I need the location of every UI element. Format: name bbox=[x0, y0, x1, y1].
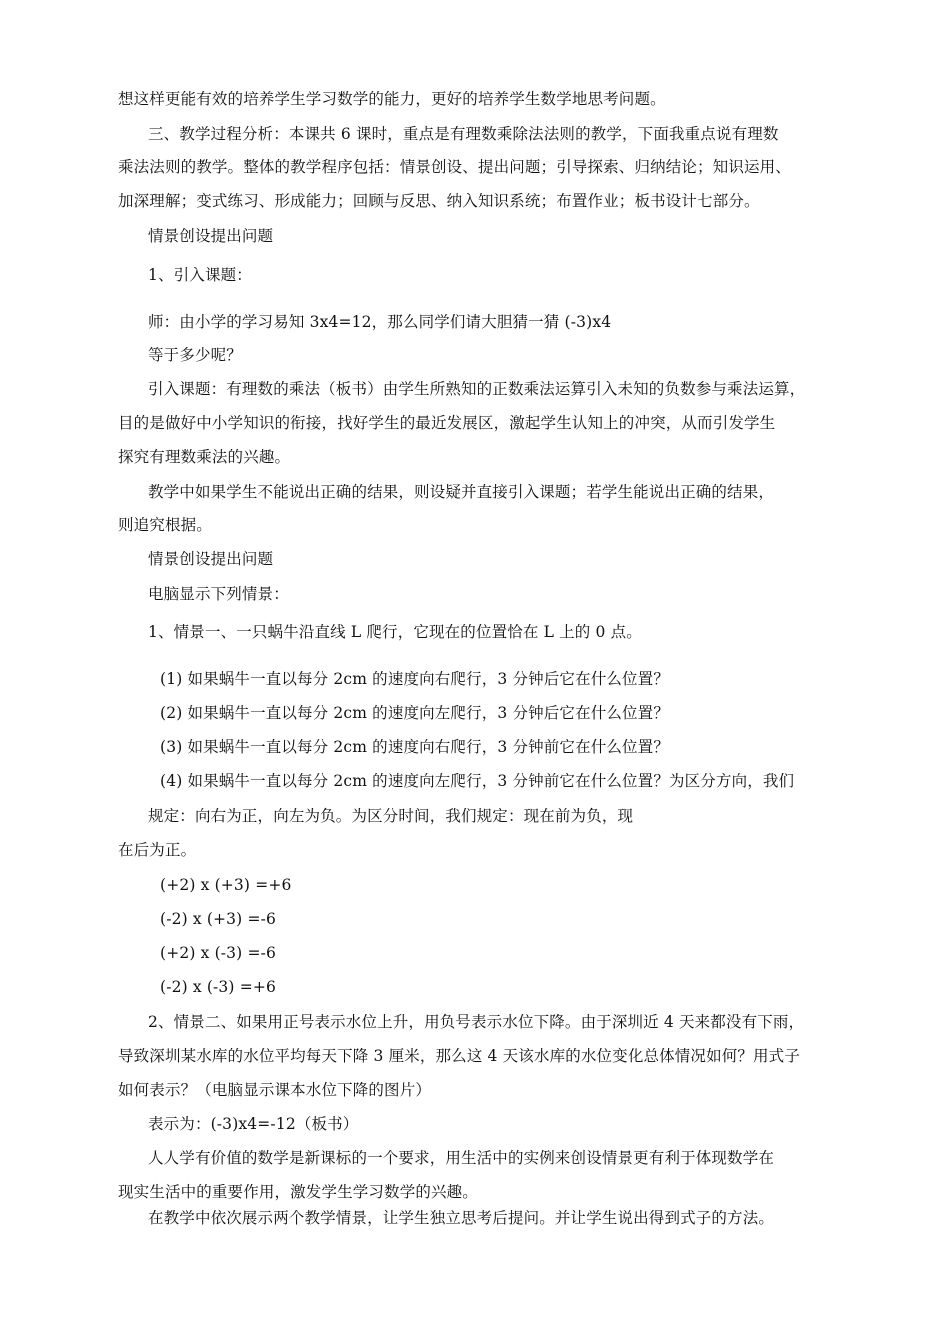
paragraph-line: 引入课题：有理数的乘法（板书）由学生所熟知的正数乘法运算引入未知的负数参与乘法运算， bbox=[148, 380, 806, 398]
paragraph-line: 乘法法则的教学。整体的教学程序包括：情景创设、提出问题；引导探索、归纳结论；知识运用、 bbox=[118, 158, 791, 176]
paragraph-line: 等于多少呢？ bbox=[148, 346, 242, 364]
paragraph-line: 想这样更能有效的培养学生学习数学的能力，更好的培养学生数学地思考问题。 bbox=[118, 90, 666, 108]
section-heading: 1、引入课题： bbox=[148, 266, 252, 284]
list-item: (2) 如果蜗牛一直以每分 2cm 的速度向左爬行，3 分钟后它在什么位置？ bbox=[160, 704, 669, 722]
paragraph-line: 2、情景二、如果用正号表示水位上升，用负号表示水位下降。由于深圳近 4 天来都没有下雨， bbox=[148, 1013, 805, 1031]
paragraph-line: 加深理解；变式练习、形成能力；回顾与反思、纳入知识系统；布置作业；板书设计七部分。 bbox=[118, 192, 760, 210]
list-item: (1) 如果蜗牛一直以每分 2cm 的速度向右爬行，3 分钟后它在什么位置？ bbox=[160, 670, 669, 688]
paragraph-line: 探究有理数乘法的兴趣。 bbox=[118, 448, 291, 466]
paragraph-line: 三、教学过程分析：本课共 6 课时，重点是有理数乘除法法则的教学，下面我重点说有理数 bbox=[148, 125, 779, 143]
paragraph-line: 规定：向右为正，向左为负。为区分时间，我们规定：现在前为负，现 bbox=[148, 807, 634, 825]
paragraph-line: 电脑显示下列情景： bbox=[148, 585, 289, 603]
equation-line: (-2) x (-3) =+6 bbox=[160, 978, 276, 996]
list-item: (3) 如果蜗牛一直以每分 2cm 的速度向右爬行，3 分钟前它在什么位置？ bbox=[160, 738, 669, 756]
paragraph-line: 则追究根据。 bbox=[118, 516, 212, 534]
paragraph-line: 在后为正。 bbox=[118, 841, 197, 859]
paragraph-line: 导致深圳某水库的水位平均每天下降 3 厘米，那么这 4 天该水库的水位变化总体情况如何？用式子 bbox=[118, 1047, 800, 1065]
equation-line: (+2) x (-3) =-6 bbox=[160, 944, 276, 962]
paragraph-line: 师：由小学的学习易知 3x4=12，那么同学们请大胆猜一猜 (-3)x4 bbox=[148, 313, 612, 331]
list-item: (4) 如果蜗牛一直以每分 2cm 的速度向左爬行，3 分钟前它在什么位置？为区分方向，我们 bbox=[160, 772, 795, 790]
equation-line: (+2) x (+3) =+6 bbox=[160, 876, 292, 894]
paragraph-line: 如何表示？（电脑显示课本水位下降的图片） bbox=[118, 1081, 432, 1099]
paragraph-line: 表示为：(-3)x4=-12（板书） bbox=[148, 1115, 359, 1133]
paragraph-line: 教学中如果学生不能说出正确的结果，则设疑并直接引入课题；若学生能说出正确的结果， bbox=[148, 483, 775, 501]
paragraph-line: 人人学有价值的数学是新课标的一个要求，用生活中的实例来创设情景更有利于体现数学在 bbox=[148, 1149, 775, 1167]
section-heading: 情景创设提出问题 bbox=[148, 227, 274, 245]
paragraph-line: 目的是做好中小学知识的衔接，找好学生的最近发展区，激起学生认知上的冲突，从而引发学生 bbox=[118, 414, 776, 432]
paragraph-line: 1、情景一、一只蜗牛沿直线 L 爬行，它现在的位置恰在 L 上的 0 点。 bbox=[148, 623, 642, 641]
section-heading: 情景创设提出问题 bbox=[148, 550, 274, 568]
equation-line: (-2) x (+3) =-6 bbox=[160, 910, 276, 928]
paragraph-line: 在教学中依次展示两个教学情景，让学生独立思考后提问。并让学生说出得到式子的方法。 bbox=[148, 1209, 775, 1227]
paragraph-line: 现实生活中的重要作用，激发学生学习数学的兴趣。 bbox=[118, 1183, 478, 1201]
